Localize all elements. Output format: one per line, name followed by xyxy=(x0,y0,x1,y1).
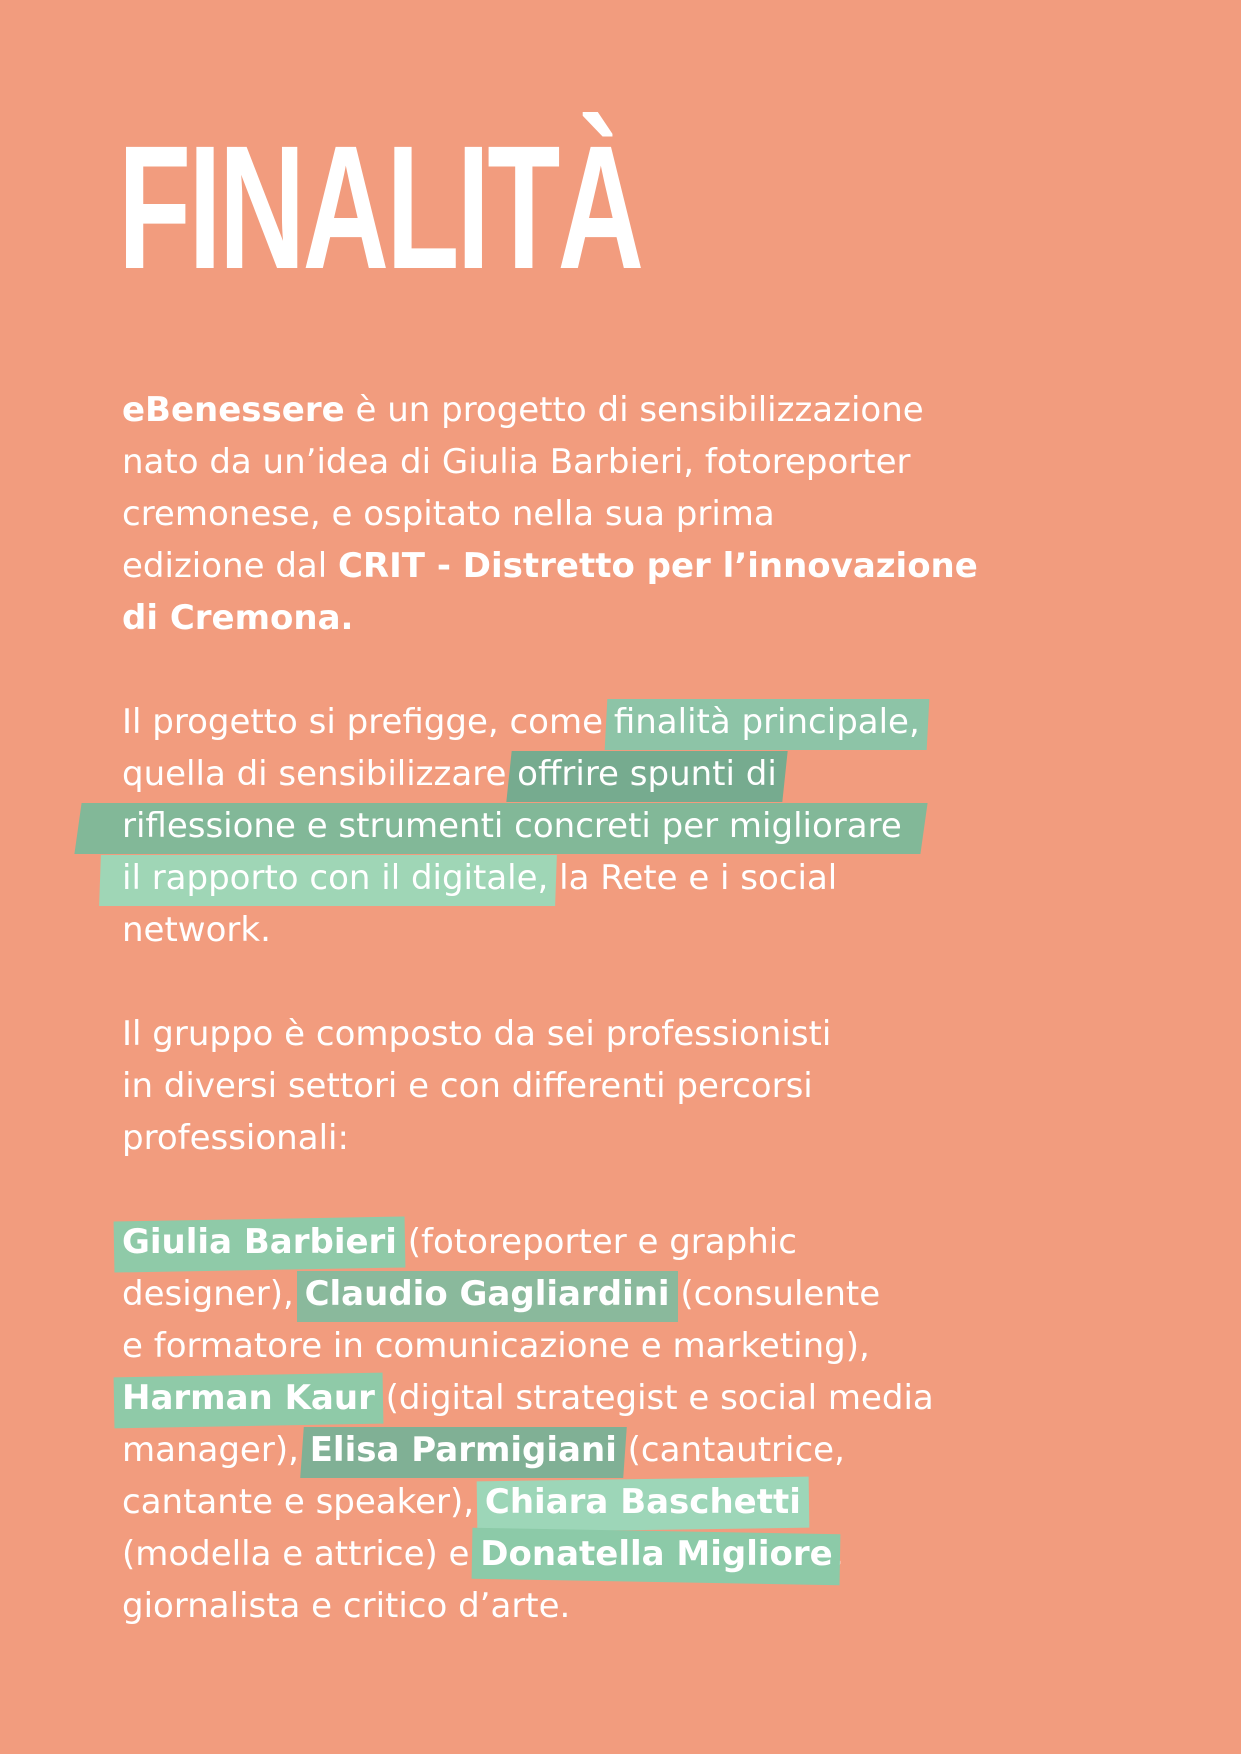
intro-paragraph xyxy=(122,384,1122,644)
member-name: Harman Kaur xyxy=(122,1372,375,1424)
text-fragment: la Rete e i social xyxy=(548,858,838,898)
text-line xyxy=(122,1372,1122,1424)
text-line xyxy=(122,748,1122,800)
highlight-reflection: riflessione e strumenti concreti per migliorare xyxy=(122,800,902,852)
text-line xyxy=(122,852,1122,904)
page-title: FINALITÀ xyxy=(118,110,642,306)
host-name-end: di Cremona. xyxy=(122,598,354,638)
member-name: Chiara Baschetti xyxy=(485,1476,801,1528)
member-name: Claudio Gagliardini xyxy=(305,1268,670,1320)
text-fragment: edizione dal xyxy=(122,546,338,586)
text-line: cremonese, e ospitato nella sua prima xyxy=(122,494,775,534)
text-line: e formatore in comunicazione e marketing), xyxy=(122,1326,870,1366)
text-fragment: cantante e speaker), xyxy=(122,1482,485,1522)
text-fragment: designer), xyxy=(122,1274,305,1314)
highlight-offer: offrire spunti di xyxy=(517,748,777,800)
text-fragment: (fotoreporter e graphic xyxy=(396,1222,797,1262)
text-fragment: (consulente xyxy=(669,1274,881,1314)
text-line: in diversi settori e con differenti percorsi xyxy=(122,1066,813,1106)
text-fragment: (modella e attrice) e xyxy=(122,1534,481,1574)
text-line xyxy=(122,384,1122,436)
text-line: network. xyxy=(122,910,271,950)
aim-paragraph xyxy=(122,696,1122,956)
text-fragment: (digital strategist e social media xyxy=(374,1378,934,1418)
text-fragment: Il progetto si prefigge, come xyxy=(122,702,614,742)
text-line xyxy=(122,1528,1122,1580)
project-name: eBenessere xyxy=(122,390,345,430)
highlight-main-aim: finalità principale, xyxy=(614,696,920,748)
text-line: nato da un’idea di Giulia Barbieri, fotoreporter xyxy=(122,442,911,482)
team-paragraph xyxy=(122,1216,1122,1632)
text-line xyxy=(122,592,1122,644)
host-name: CRIT - Distretto per l’innovazione xyxy=(338,546,978,586)
text-fragment: è un progetto di sensibilizzazione xyxy=(344,390,924,430)
text-line xyxy=(122,1476,1122,1528)
text-line: professionali: xyxy=(122,1118,349,1158)
text-fragment: , xyxy=(832,1534,844,1574)
text-line xyxy=(122,1268,1122,1320)
text-fragment: manager), xyxy=(122,1430,310,1470)
member-name: Elisa Parmigiani xyxy=(310,1424,617,1476)
text-fragment: (cantautrice, xyxy=(616,1430,845,1470)
text-line xyxy=(122,1216,1122,1268)
text-line: giornalista e critico d’arte. xyxy=(122,1586,571,1626)
group-paragraph xyxy=(122,1008,1122,1164)
highlight-digital: il rapporto con il digitale, xyxy=(122,852,548,904)
text-line: Il gruppo è composto da sei professionisti xyxy=(122,1014,832,1054)
text-fragment: quella di sensibilizzare, xyxy=(122,754,518,794)
member-name: Donatella Migliore xyxy=(480,1528,832,1580)
member-name: Giulia Barbieri xyxy=(122,1216,397,1268)
text-line xyxy=(122,696,1122,748)
text-line xyxy=(122,800,1122,852)
body-text xyxy=(122,384,1122,1632)
text-line xyxy=(122,540,1122,592)
text-line xyxy=(122,1424,1122,1476)
